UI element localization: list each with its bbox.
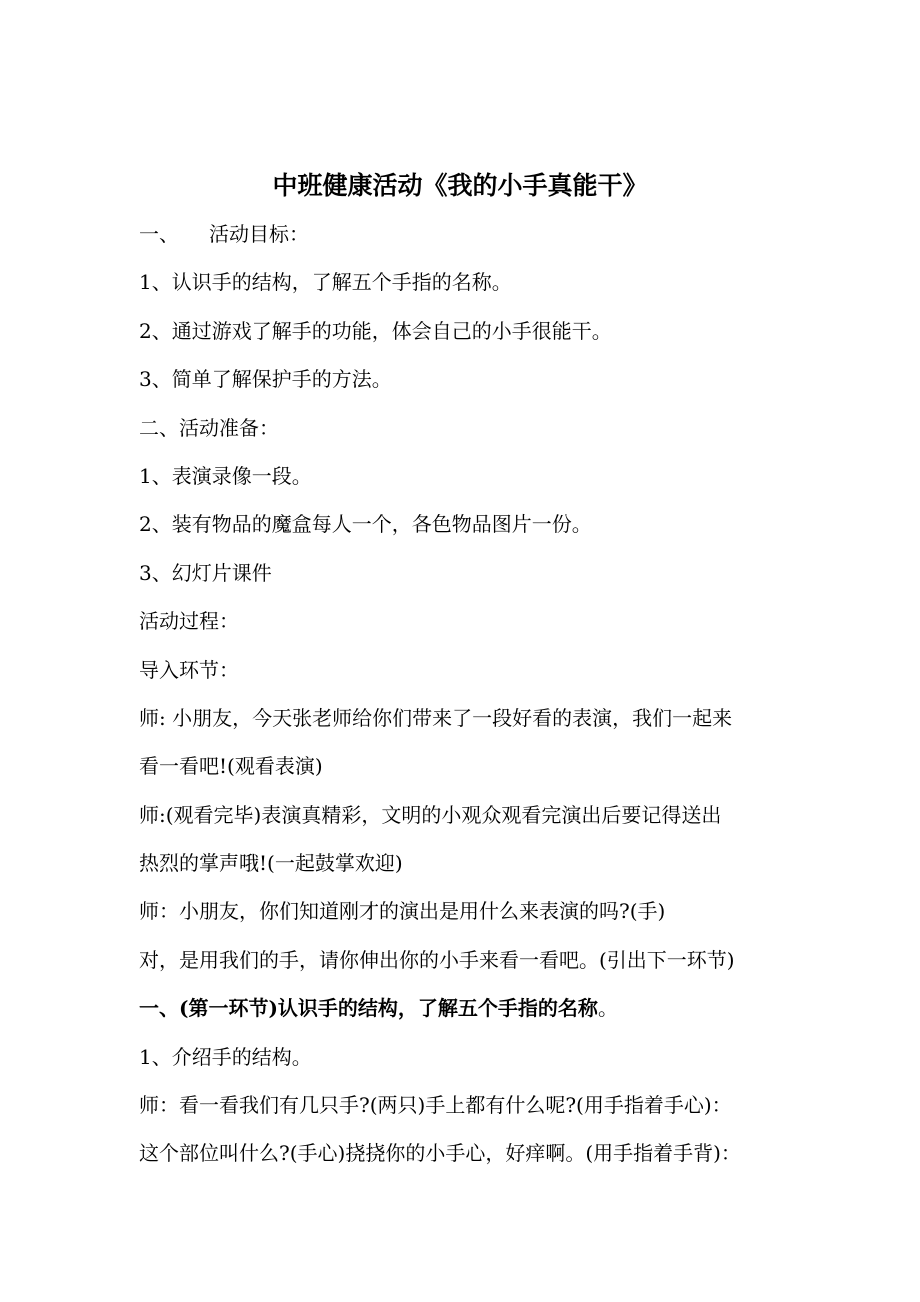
intro-heading: 导入环节： <box>139 657 239 682</box>
intro-paragraph-line: 看一看吧!(观看表演) <box>139 754 323 779</box>
goal-item: 3、简单了解保护手的方法。 <box>139 367 392 392</box>
section-heading-process: 活动过程： <box>139 609 239 634</box>
section-heading-preparation: 二、活动准备： <box>139 415 279 440</box>
step1-paragraph-line: 1、介绍手的结构。 <box>139 1044 312 1069</box>
section-heading-text: 活动目标： <box>209 222 309 246</box>
document-body <box>139 210 809 1178</box>
intro-paragraph-line: 师:(观看完毕)表演真精彩，文明的小观众观看完演出后要记得送出 <box>139 802 722 827</box>
document-title: 中班健康活动《我的小手真能干》 <box>272 171 648 200</box>
section-heading-goals <box>139 210 809 258</box>
step1-heading-text: 一、(第一环节)认识手的结构，了解五个手指的名称 <box>139 996 598 1021</box>
goal-item: 2、通过游戏了解手的功能，体会自己的小手很能干。 <box>139 318 612 343</box>
intro-paragraph-line: 师: 小朋友，今天张老师给你们带来了一段好看的表演，我们一起来 <box>139 705 733 730</box>
intro-paragraph-line: 对，是用我们的手，请你伸出你的小手来看一看吧。(引出下一环节) <box>139 947 735 972</box>
goal-item: 1、认识手的结构，了解五个手指的名称。 <box>139 270 512 295</box>
intro-paragraph-line: 师：小朋友，你们知道刚才的演出是用什么来表演的吗?(手) <box>139 899 666 924</box>
preparation-item: 2、装有物品的魔盒每人一个，各色物品图片一份。 <box>139 512 592 537</box>
intro-paragraph-line: 热烈的掌声哦!(一起鼓掌欢迎) <box>139 851 403 876</box>
step1-heading <box>139 984 809 1032</box>
section-number: 一、 <box>139 222 179 246</box>
step1-paragraph-line: 这个部位叫什么?(手心)挠挠你的小手心，好痒啊。(用手指着手背)： <box>139 1141 741 1166</box>
step1-paragraph-line: 师：看一看我们有几只手?(两只)手上都有什么呢?(用手指着手心)： <box>139 1093 732 1118</box>
preparation-item: 3、幻灯片课件 <box>139 560 272 585</box>
step1-heading-period: 。 <box>597 996 618 1021</box>
preparation-item: 1、表演录像一段。 <box>139 463 312 488</box>
